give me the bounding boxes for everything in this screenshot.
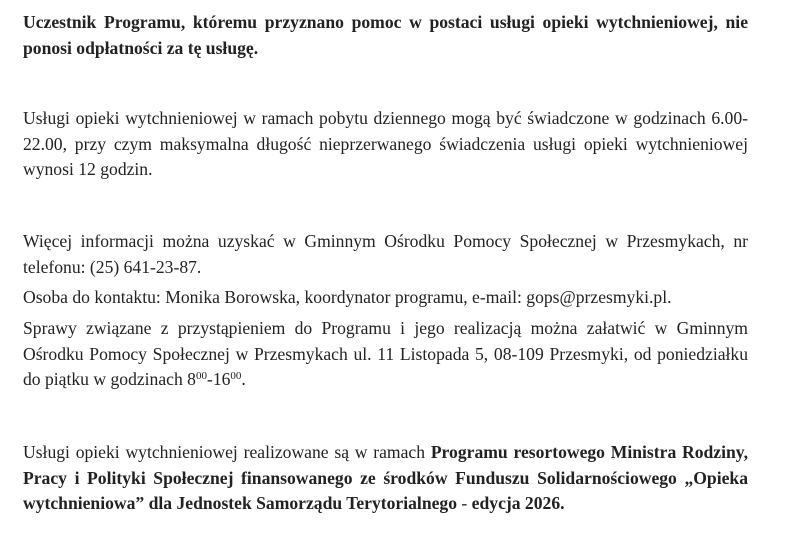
hours-dash: -16 xyxy=(206,369,231,389)
paragraph-office-hours xyxy=(23,316,748,393)
paragraph-hours: Usługi opieki wytchnieniowej w ramach pobytu dziennego mogą być świadczone w godzinach 6.00-22.00, przy czym maksymalna długość nieprzerwanego świadczenia usługi opieki wytchnieniowej wynosi 12 godzin. xyxy=(23,108,748,179)
paragraph-program-funding xyxy=(23,440,748,517)
office-hours-text: Sprawy związane z przystąpieniem do Programu i jego realizacją można załatwić w Gminnym Ośrodku Pomocy Społecznej w Przesmykach ul. 11 Listopada 5, 08-109 Przesmyki, od poniedziałku do piątku w godzinach 8 xyxy=(23,318,748,389)
funding-dash: - xyxy=(457,493,472,513)
program-name: Programu resortowego Ministra Rodziny, Pracy i Polityki Społecznej finansowanego ze środków Funduszu Solidarnościowego „Opieka wytchnieniowa” dla Jednostek Samorządu Terytorialnego xyxy=(23,442,749,513)
paragraph-info-phone: Więcej informacji można uzyskać w Gminnym Ośrodku Pomocy Społecznej w Przesmykach, nr telefonu: (25) 641-23-87. xyxy=(23,231,748,277)
paragraph-no-fee: Uczestnik Programu, któremu przyznano pomoc w postaci usługi opieki wytchnieniowej, nie ponosi odpłatności za tę usługę. xyxy=(23,12,748,58)
funding-intro: Usługi opieki wytchnieniowej realizowane są w ramach xyxy=(23,442,431,462)
paragraph-contact-person: Osoba do kontaktu: Monika Borowska, koordynator programu, e-mail: gops@przesmyki.pl. xyxy=(23,287,672,307)
end-minutes: 00 xyxy=(230,370,242,382)
office-hours-end: . xyxy=(241,369,246,389)
program-edition: edycja 2026. xyxy=(471,493,565,513)
start-minutes: 00 xyxy=(195,370,207,382)
